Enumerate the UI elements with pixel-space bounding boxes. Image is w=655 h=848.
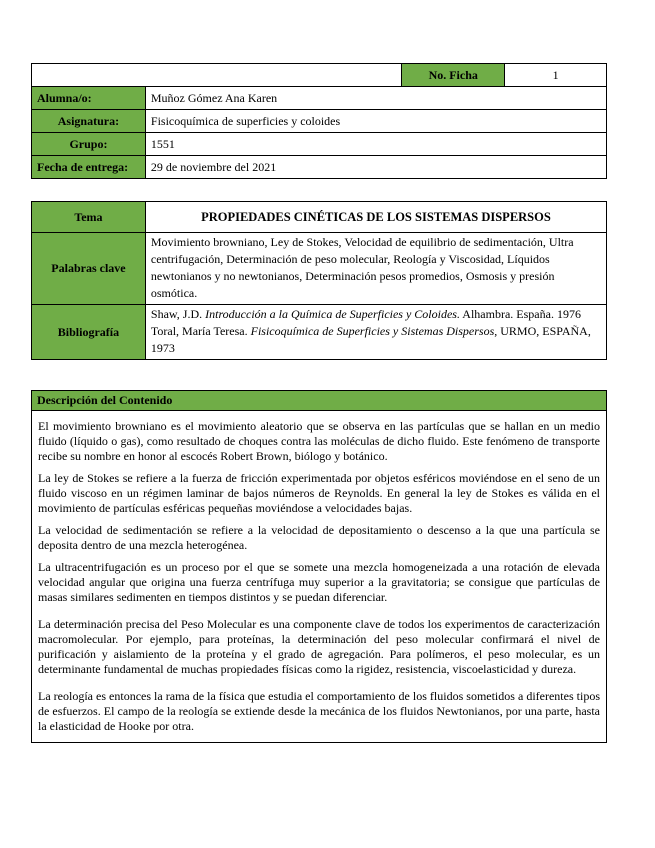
biblio-title: Introducción a la Química de Superficies y Coloides.: [205, 307, 460, 321]
grupo-row: [32, 133, 607, 156]
tema-table: [31, 201, 607, 360]
tema-label: Tema: [32, 202, 146, 233]
grupo-label: Grupo:: [32, 133, 146, 156]
biblio-entry: [151, 323, 601, 357]
fecha-value: 29 de noviembre del 2021: [145, 156, 606, 179]
descripcion-body: [32, 411, 607, 743]
descripcion-table: [31, 390, 607, 743]
tema-value: PROPIEDADES CINÉTICAS DE LOS SISTEMAS DISPERSOS: [145, 202, 606, 233]
asignatura-label: Asignatura:: [32, 110, 146, 133]
biblio-publisher: Alhambra. España. 1976: [459, 307, 581, 321]
fecha-row: [32, 156, 607, 179]
biblio-authors: Toral, María Teresa.: [150, 324, 251, 338]
fecha-label: Fecha de entrega:: [32, 156, 146, 179]
descripcion-heading: Descripción del Contenido: [32, 391, 607, 411]
tema-row: [32, 202, 607, 233]
biblio-authors: Shaw, J.D.: [150, 307, 206, 321]
blank-cell: [32, 64, 402, 87]
biblio-row: [32, 305, 607, 360]
biblio-publisher: , URMO, ESPAÑA, 1973: [150, 324, 591, 355]
ficha-row: [32, 64, 607, 87]
palabras-row: [32, 233, 607, 305]
alumno-value: Muñoz Gómez Ana Karen: [145, 87, 606, 110]
paragraph: La ultracentrifugación es un proceso por el que se somete una mezcla homogeneizada a una rotación de elevada velocidad angular que origina una fuerza centrífuga muy superior a la gravitatoria; se consigue que partículas de masas similares sedimenten en tiempos distintos y se puedan diferenciar.: [38, 560, 600, 604]
asignatura-row: [32, 110, 607, 133]
palabras-label: Palabras clave: [32, 233, 146, 305]
no-ficha-value: 1: [505, 64, 607, 87]
alumno-row: [32, 87, 607, 110]
header-table: [31, 63, 607, 179]
biblio-label: Bibliografía: [32, 305, 146, 360]
paragraph: La determinación precisa del Peso Molecular es una componente clave de todos los experimentos de caracterización macromolecular. Por ejemplo, para proteínas, la determinación del peso molecular confirmará el nivel de purificación y aislamiento de la proteína y el grado de agregación. Para polímeros, el peso molecular, es un determinante fundamental de muchas propiedades físicas como la rigidez, resistencia, viscoelasticidad y dureza.: [38, 617, 600, 676]
grupo-value: 1551: [145, 133, 606, 156]
biblio-entry: [151, 306, 601, 323]
alumno-label: Alumna/o:: [32, 87, 146, 110]
paragraph: La reología es entonces la rama de la física que estudia el comportamiento de los fluidos sometidos a diferentes tipos de esfuerzos. El campo de la reología se extiende desde la mecánica de los fluidos Newtonianos, por una parte, hasta la elasticidad de Hooke por otra.: [38, 689, 600, 733]
no-ficha-label: No. Ficha: [402, 64, 505, 87]
biblio-title: Fisicoquímica de Superficies y Sistemas Dispersos: [250, 324, 495, 338]
biblio-value: [145, 305, 606, 360]
asignatura-value: Fisicoquímica de superficies y coloides: [145, 110, 606, 133]
paragraph: La velocidad de sedimentación se refiere a la velocidad de depositamiento o descenso a la que una partícula se deposita dentro de una mezcla heterogénea.: [38, 523, 600, 552]
palabras-value: Movimiento browniano, Ley de Stokes, Velocidad de equilibrio de sedimentación, Ultra centrifugación, Determinación de peso molecular, Reología y Viscosidad, Líquidos newtonianos y no newtonianos, Determinación pesos promedios, Osmosis y presión osmótica.: [145, 233, 606, 305]
paragraph: El movimiento browniano es el movimiento aleatorio que se observa en las partículas que se hallan en un medio fluido (líquido o gas), como resultado de choques contra las moléculas de dicho fluido. Este fenómeno de transporte recibe su nombre en honor al escocés Robert Brown, biólogo y botánico.: [38, 419, 600, 463]
paragraph: La ley de Stokes se refiere a la fuerza de fricción experimentada por objetos esféricos moviéndose en el seno de un fluido viscoso en un régimen laminar de bajos números de Reynolds. En general la ley de Stokes es válida en el movimiento de partículas esféricas pequeñas moviéndose a velocidades bajas.: [38, 471, 600, 515]
